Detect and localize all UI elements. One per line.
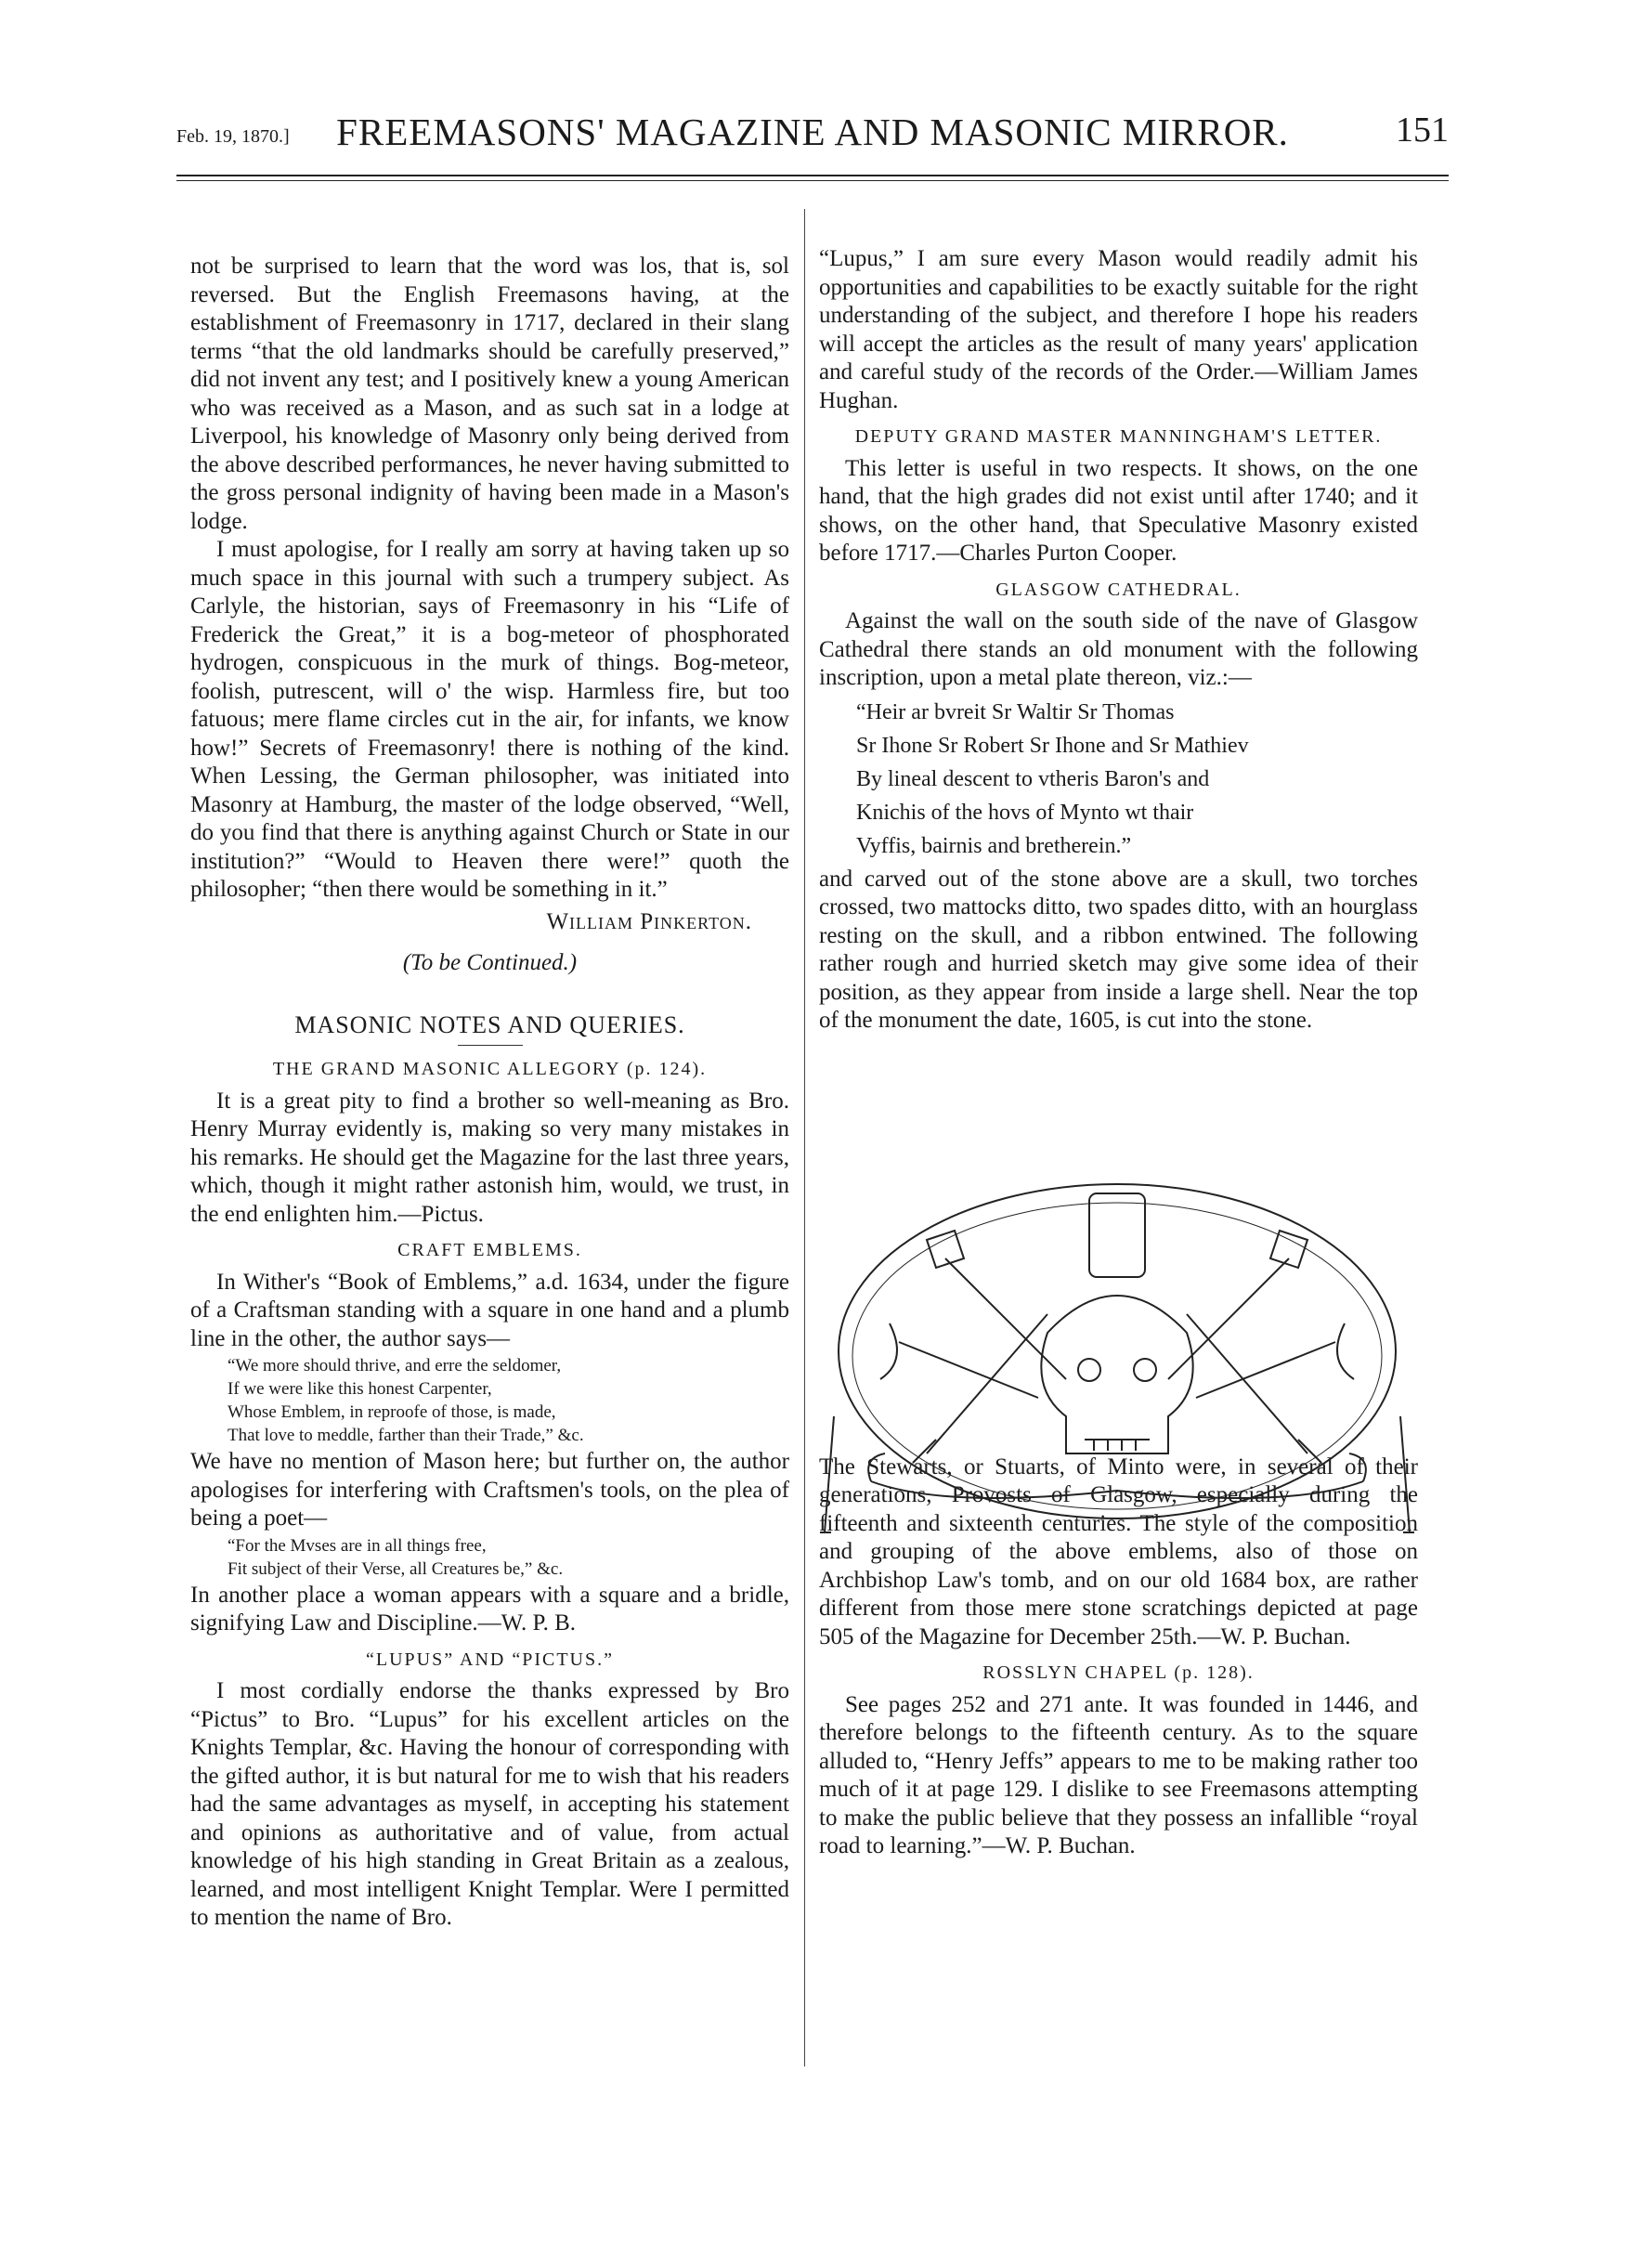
- paragraph: In another place a woman appears with a square and a bridle, signifying Law and Discipline.—W. P. B.: [190, 1582, 789, 1636]
- torch-left: [913, 1314, 1047, 1463]
- paragraph: We have no mention of Mason here; but further on, the author apologises for interfering with Craftsmen's tools, on the plea of being a poet—: [190, 1449, 789, 1531]
- column-divider: [804, 209, 805, 2066]
- tassel-right: [1400, 1416, 1414, 1532]
- subheading: GLASGOW CATHEDRAL.: [995, 579, 1242, 600]
- mattock-left: [880, 1323, 1038, 1398]
- verse-line: That love to meddle, farther than their Trade,” &c.: [228, 1426, 584, 1445]
- inscription-line: Knichis of the hovs of Mynto wt thair: [856, 800, 1194, 825]
- signature: William Pinkerton.: [546, 908, 752, 934]
- paragraph: I most cordially endorse the thanks expressed by Bro “Pictus” to Bro. “Lupus” for his excellent articles on the Knights Templar, &c. Having the honour of corresponding with the gifted author, it is but natural for me to wish that his readers had the same advantages as myself, in accepting his statement and opinions as authoritative and of value, from actual knowledge of his high standing in Great Britain as a zealous, learned, and most intelligent Knight Templar. Were I permitted to mention the name of Bro.: [190, 1678, 789, 1930]
- header-rule-thin: [176, 180, 1449, 181]
- paragraph: I must apologise, for I really am sorry at having taken up so much space in this journal with such a trumpery subject. As Carlyle, the historian, says of Freemasonry in his “Life of Frederick the Great,” it is a bog-meteor of phosphorated hydrogen, conspicuous in the murk of things. Bog-meteor, foolish, putrescent, will o' the wisp. Harmless fire, but too fatuous; mere flame circles cut in the air, for infants, we know how!” Secrets of Freemasonry! there is nothing of the kind. When Lessing, the German philosopher, was initiated into Masonry at Hamburg, the master of the lodge observed, “Well, do you find that there is anything against Church or State in our institution?” “Would to Heaven there were!” quoth the philosopher; “then there would be something in it.”: [190, 537, 789, 902]
- header-rule-thick: [176, 175, 1449, 176]
- skull-teeth: [1085, 1440, 1150, 1451]
- subheading: ROSSLYN CHAPEL (p. 128).: [982, 1662, 1255, 1683]
- continued-note: (To be Continued.): [402, 950, 578, 975]
- inscription-line: “Heir ar bvreit Sr Waltir Sr Thomas: [856, 699, 1175, 724]
- spade-right: [1168, 1231, 1307, 1379]
- issue-date: Feb. 19, 1870.]: [176, 126, 290, 147]
- paragraph: Against the wall on the south side of the nave of Glasgow Cathedral there stands an old monument with the following inscription, upon a metal plate thereon, viz.:—: [819, 608, 1418, 690]
- mattock-right: [1196, 1323, 1354, 1398]
- skull-eye-right: [1134, 1359, 1156, 1381]
- right-column: [819, 245, 1418, 1861]
- verse-line: Whose Emblem, in reproofe of those, is made,: [228, 1402, 556, 1422]
- paragraph: In Wither's “Book of Emblems,” a.d. 1634, under the figure of a Craftsman standing with a square in one hand and a plumb line in the other, the author says—: [190, 1269, 789, 1351]
- skull: [1041, 1296, 1192, 1453]
- inscription-line: By lineal descent to vtheris Baron's and: [856, 766, 1210, 791]
- paragraph: See pages 252 and 271 ante. It was founded in 1446, and therefore belongs to the fifteenth century. As to the square alluded to, “Henry Jeffs” appears to me to be making rather too much of it at page 129. I dislike to see Freemasons attempting to make the public believe that they possess an infallible “royal road to learning.”—W. P. Buchan.: [819, 1691, 1418, 1858]
- page-number: 151: [1396, 111, 1449, 150]
- section-rule: [458, 1045, 523, 1046]
- paragraph: The Stewarts, or Stuarts, of Minto were, in several of their generations, Provosts of Glasgow, especially during the fifteenth and sixteenth centuries. The style of the composition and grouping of the above emblems, also of those on Archbishop Law's tomb, and on our old 1684 box, are rather different from those mere stone scratchings depicted at page 505 of the Magazine for December 25th.—W. P. Buchan.: [819, 1453, 1418, 1649]
- skull-eye-left: [1078, 1359, 1100, 1381]
- torch-right: [1187, 1314, 1321, 1463]
- subheading: DEPUTY GRAND MASTER MANNINGHAM'S LETTER.: [854, 426, 1383, 447]
- subheading: CRAFT EMBLEMS.: [397, 1240, 582, 1260]
- paragraph: not be surprised to learn that the word was los, that is, sol reversed. But the English Freemasons having, at the establishment of Freemasonry in 1717, declared in their slang terms “that the old landmarks should be carefully preserved,” did not invent any test; and I positively knew a young American who was received as a Mason, and as such sat in a lodge at Liverpool, his knowledge of Masonry only being derived from the above described performances, he never having submitted to the gross personal indignity of having been made in a Mason's lodge.: [190, 254, 789, 534]
- verse-line: Fit subject of their Verse, all Creatures be,” &c.: [228, 1558, 564, 1579]
- page-header: [176, 110, 1449, 165]
- inscription-line: Sr Ihone Sr Robert Sr Ihone and Sr Mathiev: [856, 733, 1249, 758]
- paragraph: and carved out of the stone above are a skull, two torches crossed, two mattocks ditto, two spades ditto, with an hourglass resting on the skull, and a ribbon entwined. The following rather rough and hurried sketch may give some idea of their position, as they appear from inside a large shell. Near the top of the monument the date, 1605, is cut into the stone.: [819, 866, 1418, 1033]
- spade-left: [927, 1231, 1066, 1379]
- paragraph: This letter is useful in two respects. It shows, on the one hand, that the high grades did not exist until after 1740; and it shows, on the other hand, that Speculative Masonry existed before 1717.—Charles Purton Cooper.: [819, 455, 1418, 566]
- verse-line: “We more should thrive, and erre the seldomer,: [228, 1356, 562, 1375]
- section-title: MASONIC NOTES AND QUERIES.: [294, 1010, 685, 1038]
- paragraph: It is a great pity to find a brother so well-meaning as Bro. Henry Murray evidently is, making so very many mistakes in his remarks. He should get the Magazine for the last three years, which, though it might rather astonish him, would, we trust, in the end enlighten him.—Pictus.: [190, 1088, 789, 1227]
- paragraph: “Lupus,” I am sure every Mason would readily admit his opportunities and capabilities to be exactly suitable for the right understanding of the subject, and therefore I hope his readers will accept the articles as the result of many years' application and careful study of the records of the Order.—William James Hughan.: [819, 246, 1418, 413]
- verse-line: If we were like this honest Carpenter,: [228, 1379, 492, 1399]
- left-column: [190, 253, 789, 1933]
- magazine-title: FREEMASONS' MAGAZINE AND MASONIC MIRROR.: [336, 111, 1289, 153]
- monument-sketch: [815, 1175, 1419, 1560]
- hourglass: [1089, 1193, 1145, 1277]
- tassel-left: [820, 1416, 834, 1532]
- subheading: THE GRAND MASONIC ALLEGORY (p. 124).: [272, 1059, 708, 1079]
- ribbon: [868, 1453, 1366, 1498]
- inscription-line: Vyffis, bairnis and bretherein.”: [856, 833, 1132, 858]
- verse-line: “For the Mvses are in all things free,: [228, 1535, 487, 1556]
- subheading: “LUPUS” AND “PICTUS.”: [366, 1649, 614, 1670]
